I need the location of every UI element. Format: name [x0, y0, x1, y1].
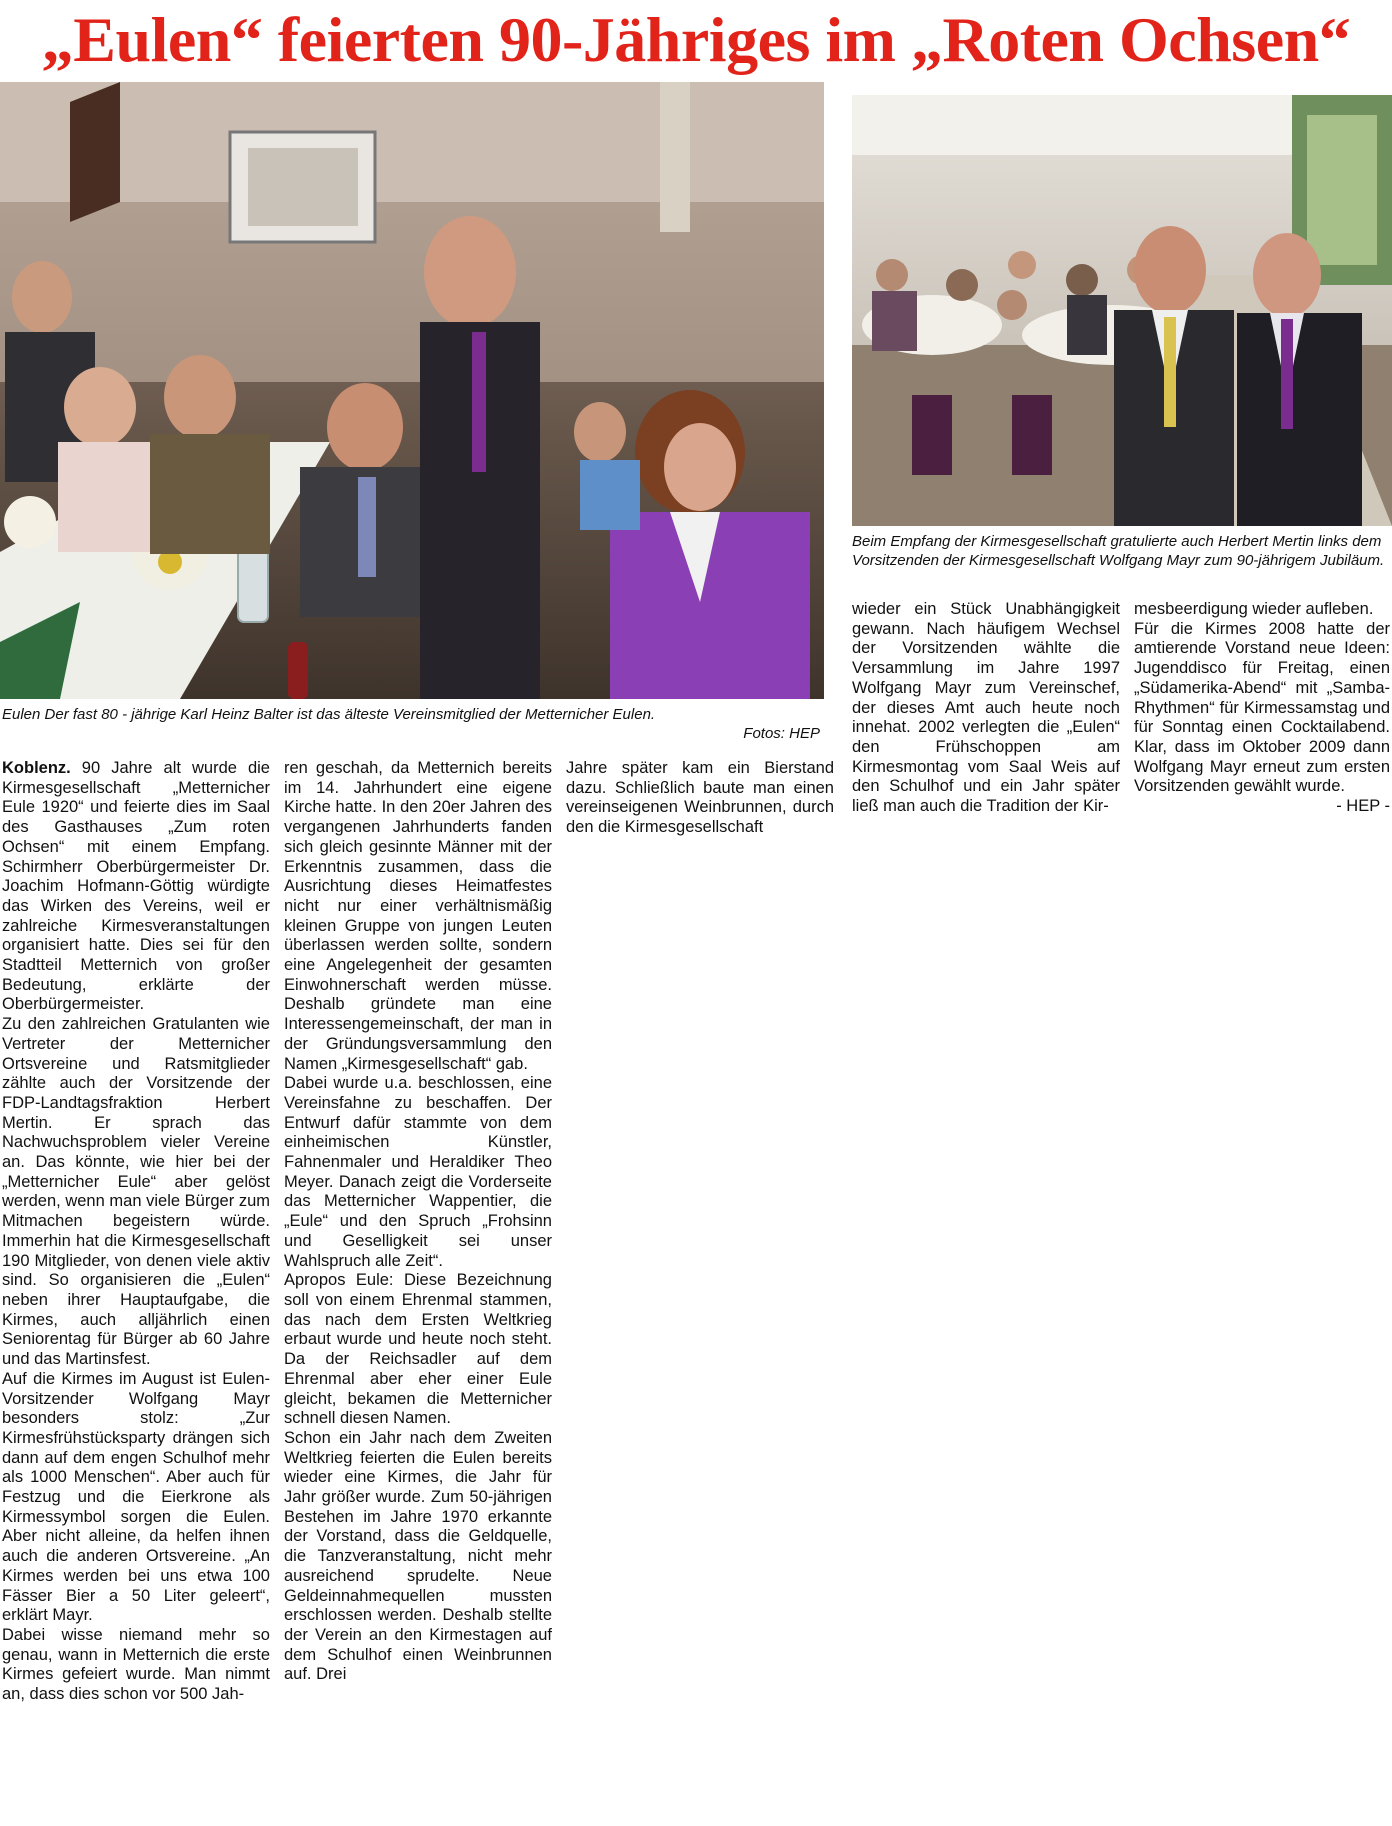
- photo-caption-left: [2, 705, 820, 742]
- article-paragraph: Zu den zahlreichen Gratulanten wie Vertreter der Metternicher Ortsvereine und Ratsmitglieder zählte auch der Vorsitzende der FDP-Landtagsfraktion Herbert Mertin. Er sprach das Nachwuchsproblem vieler Vereine an. Das könnte, wie hier bei der „Metternicher Eule“ aber gelöst werden, wenn man viele Bürger zum Mitmachen begeistern würde. Immerhin hat die Kirmesgesellschaft 190 Mitglieder, von denen viele aktiv sind. So organisieren die „Eulen“ neben ihrer Hauptaufgabe, die Kirmes, auch alljährlich einen Seniorentag für Bürger ab 60 Jahre und das Martinsfest.: [2, 1015, 270, 1369]
- photo-credit: Fotos: HEP: [743, 725, 820, 742]
- article-column-1: [2, 759, 270, 1826]
- article-paragraph: [2, 759, 270, 1015]
- article-column-2: [284, 759, 552, 1826]
- article-paragraph: ren geschah, da Metternich bereits im 14. Jahrhundert eine eigene Kirche hatte. In den 20er Jahren des vergangenen Jahrhunderts fanden sich gleich gesinnte Männer mit der Erkenntnis zusammen, dass die Ausrichtung dieses Heimatfestes nicht nur einer verhältnismäßig kleinen Gruppe von jungen Leuten überlassen werden sollte, sondern eine Angelegenheit der gesamten Einwohnerschaft werden müsse. Deshalb gründete man eine Interessengemeinschaft, der man in der Gründungsversammlung den Namen „Kirmesgesellschaft“ gab.: [284, 759, 552, 1073]
- photo-reception-congratulation: [852, 95, 1392, 526]
- article-text: 90 Jahre alt wurde die Kirmesgesellschaft „Metternicher Eule 1920“ und feierte dies im Saal des Gasthauses „Zum roten Ochsen“ mit einem Empfang. Schirmherr Oberbürgermeister Dr. Joachim Hofmann-Göttig würdigte das Wirken des Vereins, weil er zahlreiche Kirmesveranstaltungen organisiert hatte. Dies sei für den Stadtteil Metternich von großer Bedeutung, erklärte der Oberbürgermeister.: [2, 759, 270, 1014]
- photo-banquet-members: [0, 82, 824, 699]
- article-paragraph: Dabei wisse niemand mehr so genau, wann in Metternich die erste Kirmes gefeiert wurde. Man nimmt an, dass dies schon vor 500 Jah-: [2, 1625, 270, 1704]
- article-paragraph: Jahre später kam ein Bierstand dazu. Schließlich baute man einen vereinseigenen Weinbrunnen, durch den die Kirmesgesellschaft: [566, 759, 834, 837]
- article-paragraph: Schon ein Jahr nach dem Zweiten Weltkrieg feierten die Eulen bereits wieder eine Kirmes, die Jahr für Jahr größer wurde. Zum 50-jährigen Bestehen im Jahre 1970 erkannte der Vorstand, dass die Geldquelle, die Tanzveranstaltung, nicht mehr ausreichend sprudelte. Neue Geldeinnahmequellen mussten erschlossen werden. Deshalb stellte der Verein an den Kirmestagen auf dem Schulhof einen Weinbrunnen auf. Drei: [284, 1428, 552, 1684]
- dateline: Koblenz.: [2, 759, 71, 777]
- article-paragraph: Dabei wurde u.a. beschlossen, eine Vereinsfahne zu beschaffen. Der Entwurf dafür stammte von dem einheimischen Künstler, Fahnenmaler und Heraldiker Theo Meyer. Danach zeigt die Vorderseite das Metternicher Wappentier, die „Eule“ und den Spruch „Frohsinn und Geselligkeit sei unser Wahlspruch alle Zeit“.: [284, 1074, 552, 1270]
- article-paragraph: Apropos Eule: Diese Bezeichnung soll von einem Ehrenmal stammen, das nach dem Ersten Weltkrieg erbaut wurde und heute noch steht. Da der Reichsadler auf dem Ehrenmal aber eher einer Eule gleicht, bekamen die Metternicher schnell diesen Namen.: [284, 1271, 552, 1428]
- article-paragraph: wieder ein Stück Unabhängigkeit gewann. Nach häufigem Wechsel der Vorsitzenden wählte die Versammlung im Jahre 1997 Wolfgang Mayr zum Vereinschef, der dieses Amt auch heute noch innehat. 2002 verlegten die „Eulen“ den Frühschoppen am Kirmesmontag vom Saal Weis auf den Schulhof und ein Jahr später ließ man auch die Tradition der Kir-: [852, 600, 1120, 816]
- article-column-5: [1134, 600, 1390, 822]
- article-column-3: [566, 759, 834, 837]
- article-paragraph: mesbeerdigung wieder aufleben.: [1134, 600, 1374, 618]
- author-signature: - HEP -: [1336, 797, 1390, 816]
- article-column-4: [852, 600, 1120, 822]
- article-paragraph: Auf die Kirmes im August ist Eulen-Vorsitzender Wolfgang Mayr besonders stolz: „Zur Kirmesfrühstücksparty drängen sich dann auf dem engen Schulhof mehr als 1000 Menschen“. Aber auch für Festzug und die Eierkrone als Kirmessymbol sorgen die Eulen. Aber nicht alleine, da helfen ihnen auch die anderen Ortsvereine. „An Kirmes werden bei uns etwa 100 Fässer Bier a 50 Liter geleert“, erklärt Mayr.: [2, 1369, 270, 1625]
- article-text: Für die Kirmes 2008 hatte der amtierende Vorstand neue Ideen: Jugenddisco für Freitag, einen „Südamerika-Abend“ mit „Samba-Rhythmen“ für Kirmessamstag und für Sonntag einen Cocktailabend. Klar, dass im Oktober 2009 dann Wolfgang Mayr erneut zum ersten Vorsitzenden gewählt wurde.: [1134, 619, 1390, 796]
- photo-caption-right: Beim Empfang der Kirmesgesellschaft gratulierte auch Herbert Mertin links dem Vorsitzenden der Kirmesgesellschaft Wolfgang Mayr zum 90-jährigem Jubiläum.: [852, 533, 1385, 569]
- photo-caption-left-text: Eulen Der fast 80 - jährige Karl Heinz Balter ist das älteste Vereinsmitglied der Metternicher Eulen.: [2, 706, 656, 723]
- article-paragraph: [1134, 619, 1390, 816]
- headline: „Eulen“ feierten 90-Jähriges im „Roten Ochsen“: [41, 4, 1351, 75]
